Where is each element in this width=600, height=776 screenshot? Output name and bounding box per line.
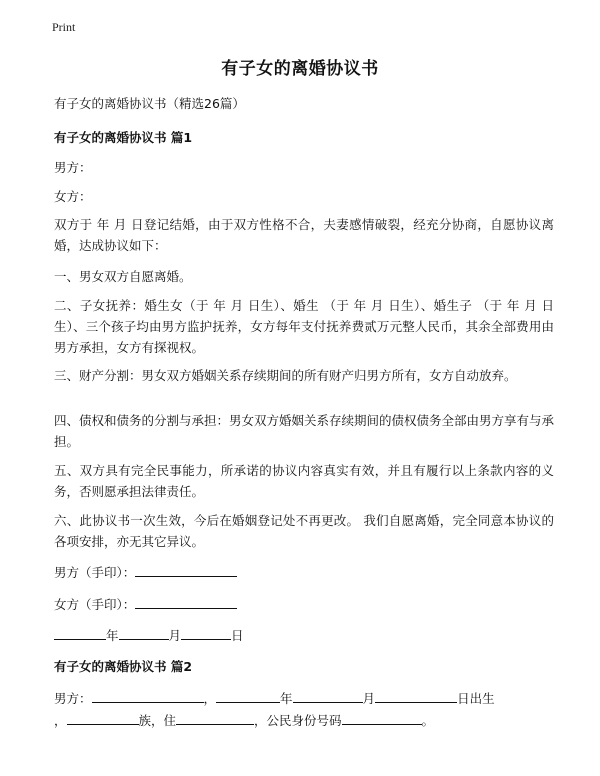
birth-year-label: 年 bbox=[280, 691, 293, 706]
ethnicity-blank bbox=[67, 710, 139, 725]
day-label: 日 bbox=[231, 628, 244, 643]
clause-5-capacity: 五、双方具有完全民事能力，所承诺的协议内容真实有效，并且有履行以上条款内容的义务，否则愿承担法律责任。 bbox=[54, 463, 554, 499]
section2-male-info-line bbox=[54, 688, 495, 707]
date-line bbox=[54, 625, 244, 644]
birth-day-blank bbox=[375, 688, 457, 703]
male-signature-label: 男方（手印）： bbox=[54, 565, 136, 580]
agreement-intro: 双方于 年 月 日登记结婚，由于双方性格不合，夫妻感情破裂，经充分协商，自愿协议离婚，达成协议如下： bbox=[54, 217, 554, 253]
page-title: 有子女的离婚协议书 bbox=[221, 59, 379, 79]
female-signature-line bbox=[54, 594, 237, 613]
month-blank bbox=[119, 625, 169, 640]
section2-male-label: 男方： bbox=[54, 691, 92, 706]
clause-1: 一、男女双方自愿离婚。 bbox=[54, 269, 192, 284]
birth-month-label: 月 bbox=[362, 691, 376, 706]
id-number-label: ，公民身份号码 bbox=[254, 713, 342, 728]
period: 。 bbox=[421, 713, 435, 728]
section2-residence-line bbox=[54, 710, 434, 729]
id-number-blank bbox=[342, 710, 422, 725]
section-heading-2: 有子女的离婚协议书 篇2 bbox=[54, 659, 193, 674]
comma-2: ， bbox=[54, 713, 67, 728]
female-signature-blank bbox=[135, 594, 237, 609]
ethnicity-label: 族，住 bbox=[138, 713, 177, 728]
address-blank bbox=[176, 710, 254, 725]
comma-1: ， bbox=[203, 691, 217, 706]
male-signature-line bbox=[54, 562, 237, 581]
clause-3-property: 三、财产分割：男女双方婚姻关系存续期间的所有财产归男方所有，女方自动放弃。 bbox=[54, 368, 517, 383]
birth-year-blank bbox=[216, 688, 280, 703]
born-label: 日出生 bbox=[457, 691, 495, 706]
month-label: 月 bbox=[168, 628, 182, 643]
clause-6-effect: 六、此协议书一次生效，今后在婚姻登记处不再更改。 我们自愿离婚，完全同意本协议的各项安排，亦无其它异议。 bbox=[54, 513, 554, 549]
year-label: 年 bbox=[106, 628, 119, 643]
male-party-label: 男方： bbox=[54, 160, 92, 175]
clause-2-custody: 二、子女抚养：婚生女（于 年 月 日生）、婚生 （于 年 月 日生）、婚生子 （于 年 月 日生）、三个孩子均由男方监护抚养，女方每年支付抚养费贰万元整人民币，其余全部费用由男方承担，女方有探视权。 bbox=[54, 298, 554, 355]
section-heading-1: 有子女的离婚协议书 篇1 bbox=[54, 130, 193, 145]
print-link[interactable]: Print bbox=[52, 20, 76, 34]
birth-month-blank bbox=[293, 688, 363, 703]
female-party-label: 女方： bbox=[54, 189, 92, 204]
male-signature-blank bbox=[135, 562, 237, 577]
clause-4-debts: 四、债权和债务的分割与承担：男女双方婚姻关系存续期间的债权债务全部由男方享有与承担。 bbox=[54, 413, 555, 449]
male-name-blank bbox=[92, 688, 204, 703]
year-blank bbox=[54, 625, 106, 640]
female-signature-label: 女方（手印）： bbox=[54, 597, 136, 612]
document-subtitle: 有子女的离婚协议书（精选26篇） bbox=[54, 96, 245, 111]
day-blank bbox=[181, 625, 231, 640]
